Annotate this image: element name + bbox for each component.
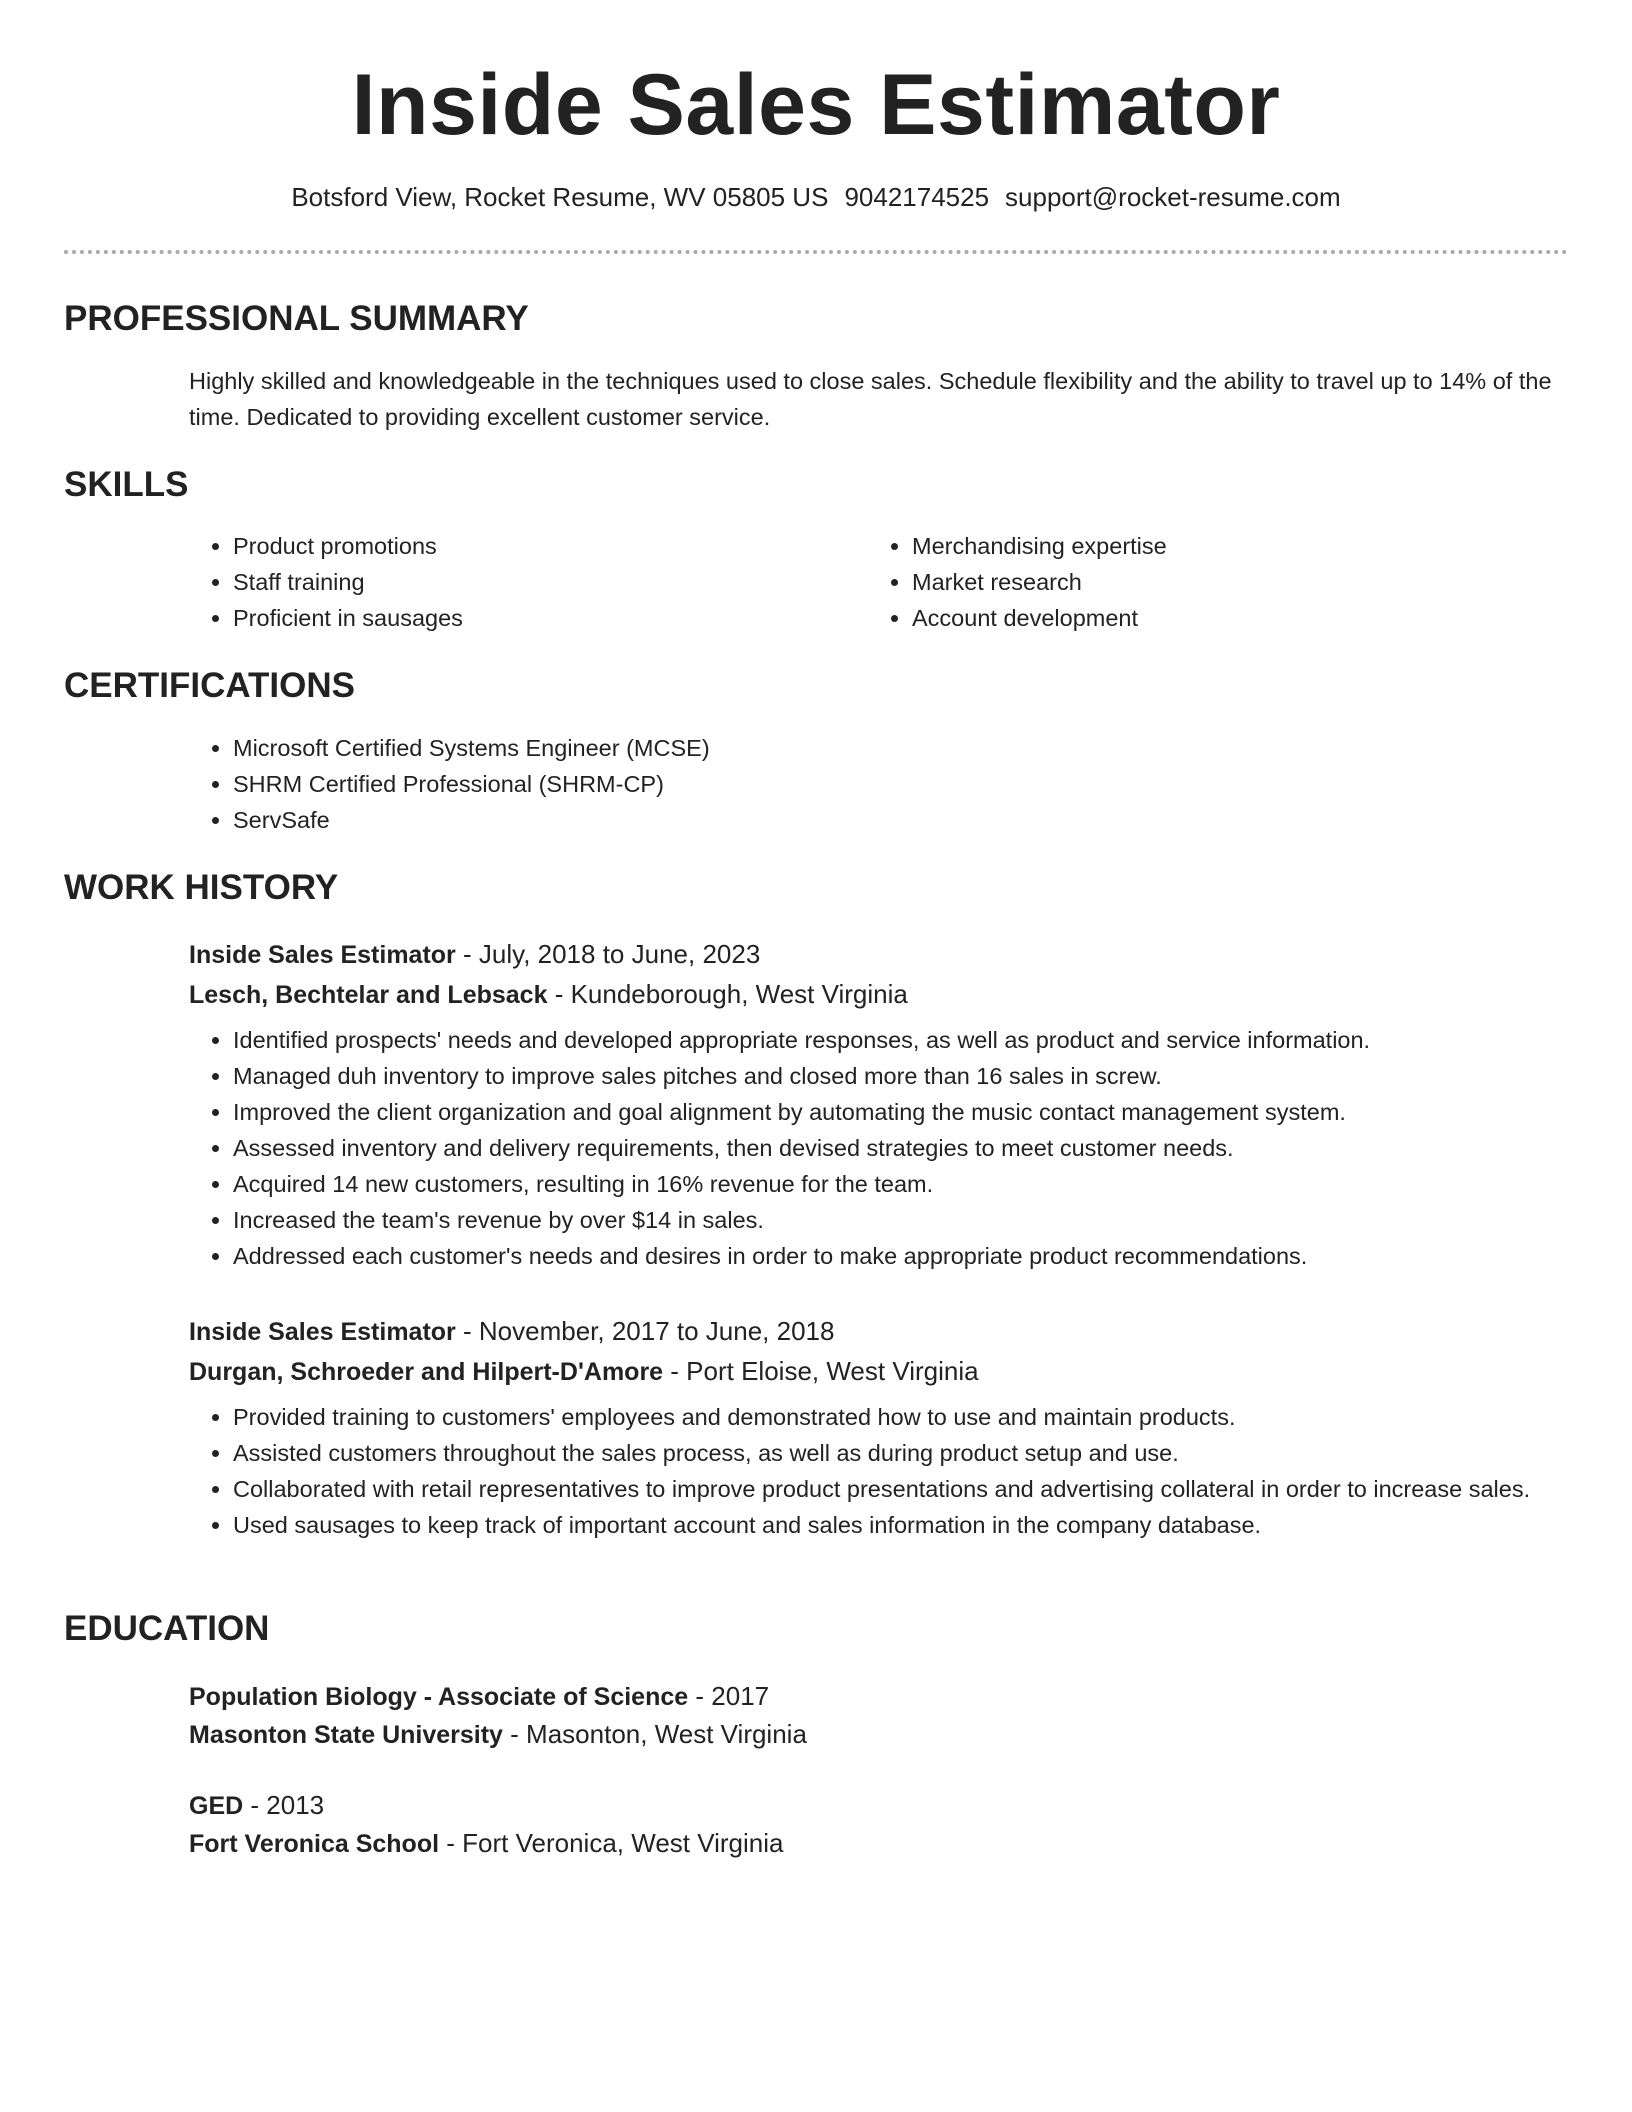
education-2-school-line [189, 1823, 783, 1864]
job-bullet: • Assisted customers throughout the sales process, as well as during product setup and use. [233, 1435, 1613, 1471]
job-bullet: • Acquired 14 new customers, resulting in 16% revenue for the team. [233, 1166, 1613, 1202]
education-2-degree-line [189, 1785, 324, 1826]
contact-address: Botsford View, Rocket Resume, WV 05805 US [291, 182, 829, 212]
job-2-title-line [189, 1311, 834, 1352]
skills-list-right [868, 528, 1512, 636]
section-title-skills: SKILLS [64, 465, 189, 504]
education-1-year: - 2017 [688, 1681, 770, 1711]
job-bullet: • Provided training to customers' employees and demonstrated how to use and maintain products. [233, 1399, 1613, 1435]
section-title-summary: PROFESSIONAL SUMMARY [64, 299, 529, 338]
section-title-work-history: WORK HISTORY [64, 868, 339, 907]
job-2-company-line [189, 1351, 979, 1392]
job-1-title-line [189, 934, 760, 975]
job-1-dates: - July, 2018 to June, 2023 [455, 939, 761, 969]
contact-email: support@rocket-resume.com [1005, 182, 1341, 212]
skill-item: • Merchandising expertise [912, 528, 1512, 564]
job-2-location: - Port Eloise, West Virginia [663, 1356, 979, 1386]
section-title-certifications: CERTIFICATIONS [64, 666, 356, 705]
skills-list-left [189, 528, 833, 636]
certification-item: • SHRM Certified Professional (SHRM-CP) [233, 766, 1533, 802]
education-1-location: - Masonton, West Virginia [502, 1719, 807, 1749]
certification-item: • Microsoft Certified Systems Engineer (MCSE) [233, 730, 1533, 766]
job-bullet: • Used sausages to keep track of important account and sales information in the company database. [233, 1507, 1613, 1543]
education-1-degree-line [189, 1676, 769, 1717]
certification-item: • ServSafe [233, 802, 1533, 838]
job-1-company: Lesch, Bechtelar and Lebsack [189, 981, 548, 1009]
job-2-role: Inside Sales Estimator [189, 1318, 456, 1346]
job-1-role: Inside Sales Estimator [189, 941, 456, 969]
education-1-school-line [189, 1714, 807, 1755]
job-bullet: • Improved the client organization and goal alignment by automating the music contact management system. [233, 1094, 1613, 1130]
skill-item: • Account development [912, 600, 1512, 636]
job-bullet: • Assessed inventory and delivery requirements, then devised strategies to meet customer needs. [233, 1130, 1613, 1166]
education-2-location: - Fort Veronica, West Virginia [439, 1828, 784, 1858]
job-2-dates: - November, 2017 to June, 2018 [455, 1316, 835, 1346]
education-2-degree: GED [189, 1792, 244, 1820]
job-bullet: • Identified prospects' needs and developed appropriate responses, as well as product and service information. [233, 1022, 1613, 1058]
skill-item: • Market research [912, 564, 1512, 600]
job-1-company-line [189, 974, 908, 1015]
job-bullet: • Collaborated with retail representatives to improve product presentations and advertising collateral in order to increase sales. [233, 1471, 1613, 1507]
contact-line [0, 180, 1632, 214]
skill-item: • Proficient in sausages [233, 600, 833, 636]
section-title-education: EDUCATION [64, 1609, 270, 1648]
resume-name: Inside Sales Estimator [351, 57, 1281, 153]
job-2-company: Durgan, Schroeder and Hilpert-D'Amore [189, 1358, 664, 1386]
education-2-year: - 2013 [243, 1790, 325, 1820]
certifications-list [189, 730, 1533, 838]
education-1-degree: Population Biology - Associate of Science [189, 1683, 689, 1711]
job-1-bullets [189, 1022, 1613, 1274]
skill-item: • Staff training [233, 564, 833, 600]
header-divider [64, 250, 1568, 254]
skill-item: • Product promotions [233, 528, 833, 564]
job-bullet: • Increased the team's revenue by over $14 in sales. [233, 1202, 1613, 1238]
job-bullet: • Addressed each customer's needs and desires in order to make appropriate product recommendations. [233, 1238, 1613, 1274]
education-2-school: Fort Veronica School [189, 1830, 440, 1858]
job-1-location: - Kundeborough, West Virginia [547, 979, 908, 1009]
job-2-bullets [189, 1399, 1613, 1543]
job-bullet: • Managed duh inventory to improve sales pitches and closed more than 16 sales in screw. [233, 1058, 1613, 1094]
summary-text: Highly skilled and knowledgeable in the techniques used to close sales. Schedule flexibility and the ability to travel up to 14% of the time. Dedicated to providing excellent customer service. [189, 368, 1552, 430]
education-1-school: Masonton State University [189, 1721, 503, 1749]
contact-phone: 9042174525 [844, 182, 990, 212]
